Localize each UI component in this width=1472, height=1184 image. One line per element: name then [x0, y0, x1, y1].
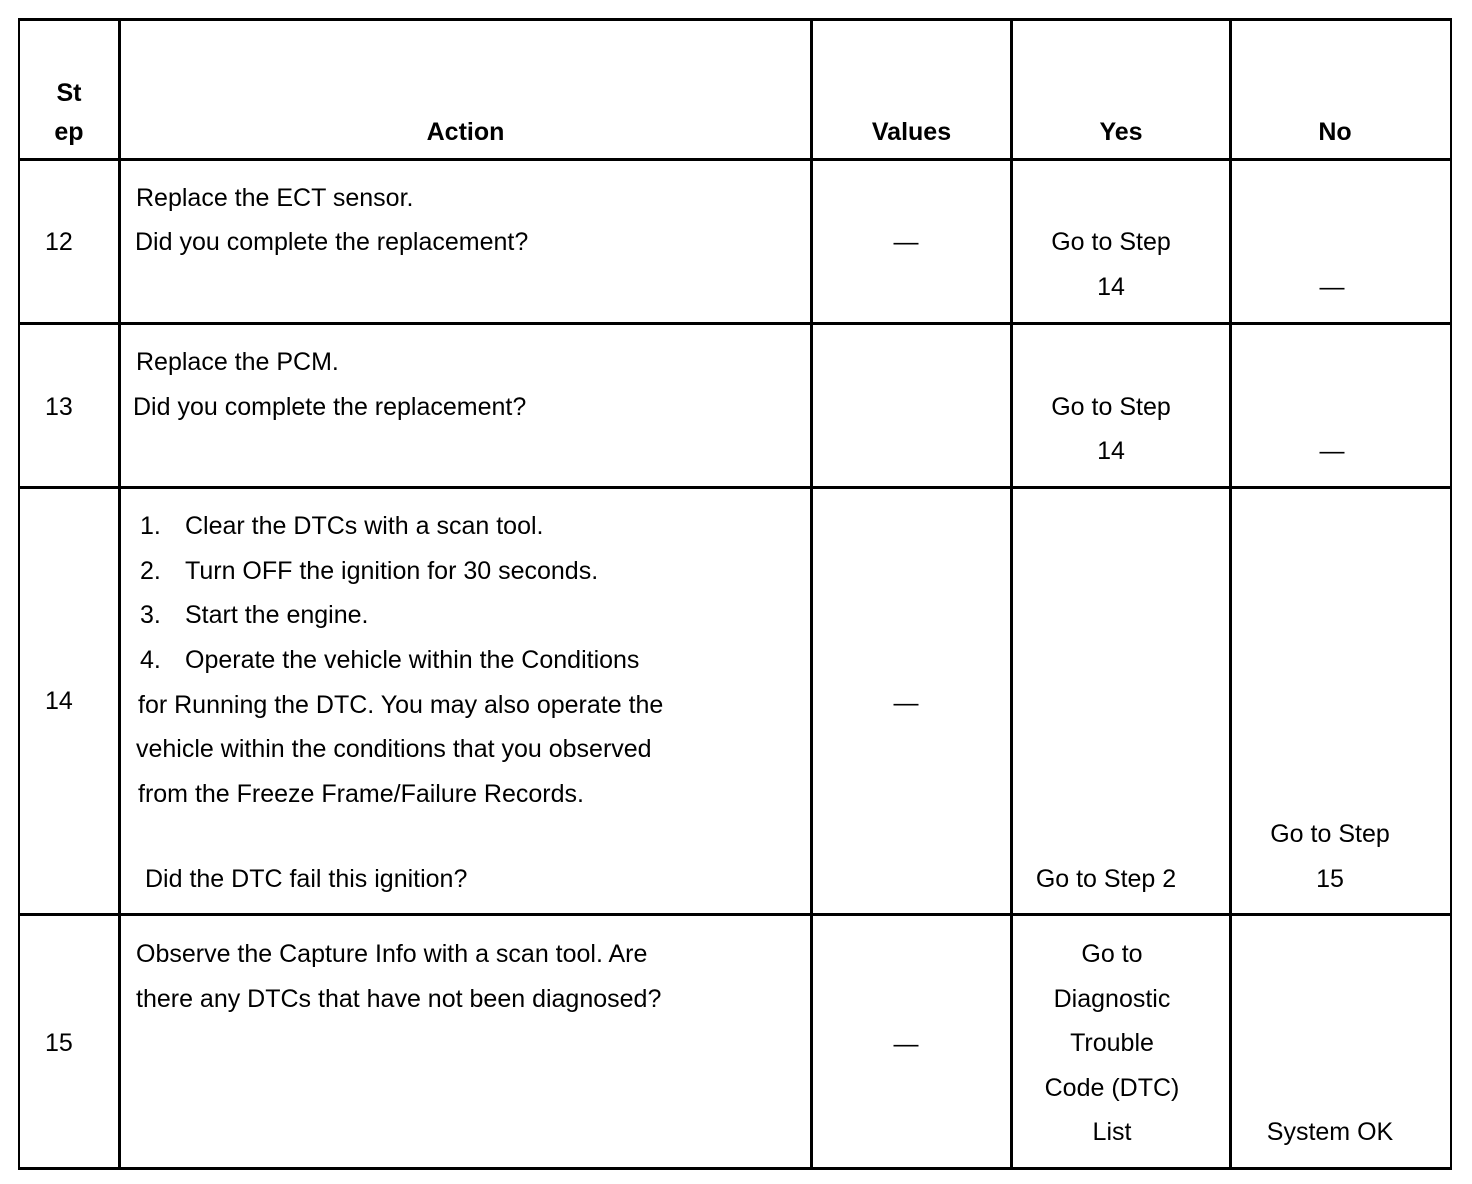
list-number: 1. — [140, 512, 161, 540]
header-action: Action — [426, 118, 505, 146]
column-divider — [118, 18, 121, 1170]
values-cell: — — [893, 228, 919, 256]
row-divider — [18, 486, 1452, 489]
yes-cell: 14 — [1097, 273, 1125, 301]
step-number: 12 — [45, 228, 73, 256]
list-number: 2. — [140, 557, 161, 585]
yes-cell: Trouble — [1070, 1029, 1154, 1057]
list-item: Operate the vehicle within the Conditions — [185, 646, 640, 674]
yes-cell: Diagnostic — [1053, 985, 1171, 1013]
header-step-line2: ep — [54, 118, 84, 146]
header-values: Values — [871, 118, 952, 146]
yes-cell: List — [1092, 1118, 1132, 1146]
action-text: for Running the DTC. You may also operate the — [138, 691, 664, 719]
row-divider — [18, 322, 1452, 325]
step-number: 15 — [45, 1029, 73, 1057]
no-cell: — — [1319, 273, 1345, 301]
no-cell: System OK — [1266, 1118, 1394, 1146]
column-divider — [1229, 18, 1232, 1170]
action-text: there any DTCs that have not been diagnosed? — [136, 985, 662, 1013]
header-no: No — [1318, 118, 1352, 146]
column-divider — [810, 18, 813, 1170]
action-text: Did you complete the replacement? — [135, 228, 529, 256]
yes-cell: Go to Step 2 — [1035, 865, 1177, 893]
yes-cell: Code (DTC) — [1044, 1074, 1180, 1102]
action-text: Replace the PCM. — [136, 348, 339, 376]
step-number: 14 — [45, 687, 73, 715]
values-cell: — — [893, 689, 919, 717]
row-divider — [18, 913, 1452, 916]
action-question: Did the DTC fail this ignition? — [145, 865, 468, 893]
action-text: Observe the Capture Info with a scan tool. Are — [136, 940, 648, 968]
values-cell: — — [893, 1030, 919, 1058]
yes-cell: 14 — [1097, 437, 1125, 465]
no-cell: 15 — [1316, 865, 1344, 893]
list-item: Turn OFF the ignition for 30 seconds. — [185, 557, 599, 585]
list-item: Clear the DTCs with a scan tool. — [185, 512, 544, 540]
action-text: Did you complete the replacement? — [133, 393, 527, 421]
header-step-line1: St — [56, 79, 82, 107]
header-yes: Yes — [1099, 118, 1143, 146]
yes-cell: Go to Step — [1051, 393, 1171, 421]
action-text: Replace the ECT sensor. — [136, 184, 414, 212]
list-item: Start the engine. — [185, 601, 369, 629]
list-number: 3. — [140, 601, 161, 629]
action-text: vehicle within the conditions that you observed — [136, 735, 652, 763]
no-cell: — — [1319, 437, 1345, 465]
yes-cell: Go to Step — [1051, 228, 1171, 256]
step-number: 13 — [45, 393, 73, 421]
row-divider — [18, 158, 1452, 161]
action-text: from the Freeze Frame/Failure Records. — [138, 780, 584, 808]
yes-cell: Go to — [1081, 940, 1143, 968]
no-cell: Go to Step — [1270, 820, 1390, 848]
list-number: 4. — [140, 646, 161, 674]
